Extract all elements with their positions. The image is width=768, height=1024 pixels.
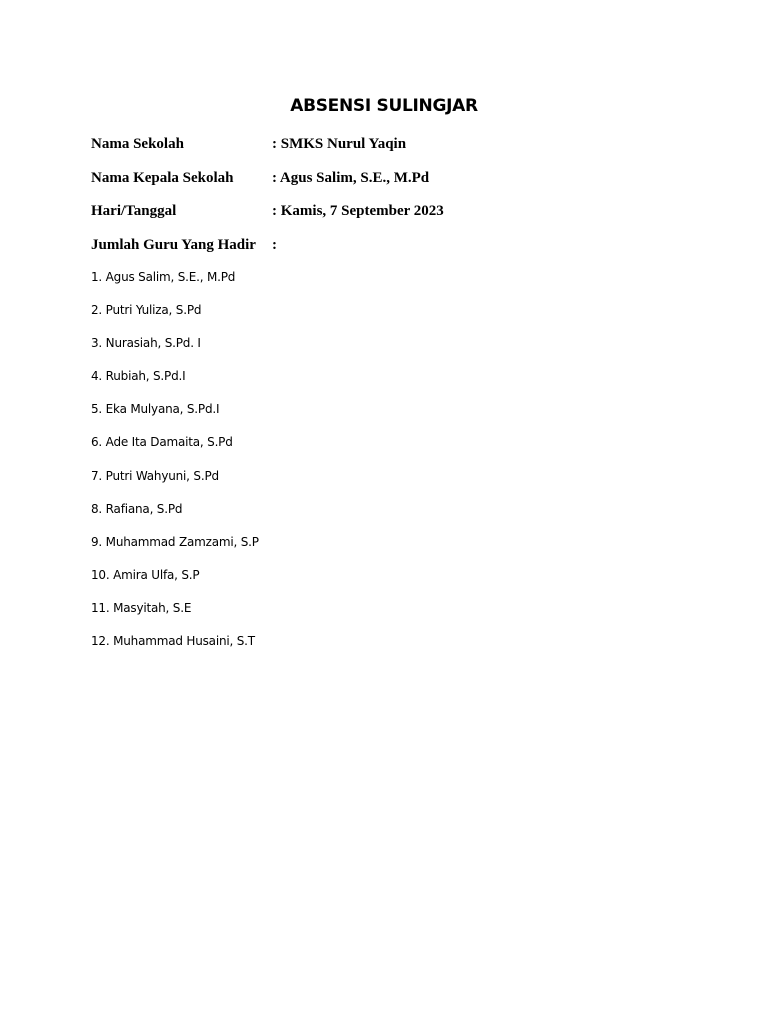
info-label: Hari/Tanggal	[91, 203, 177, 219]
list-item: 6. Ade Ita Damaita, S.Pd	[91, 435, 233, 450]
list-item: 3. Nurasiah, S.Pd. I	[91, 336, 201, 351]
list-item: 5. Eka Mulyana, S.Pd.I	[91, 402, 220, 417]
info-row-school-name	[91, 134, 691, 168]
info-label: Nama Kepala Sekolah	[91, 169, 234, 186]
list-item: 8. Rafiana, S.Pd	[91, 501, 183, 516]
info-row-principal-name	[91, 168, 691, 202]
info-value: : Kamis, 7 September 2023	[272, 203, 444, 219]
teacher-list	[91, 268, 691, 665]
info-value: : SMKS Nurul Yaqin	[272, 136, 407, 152]
info-block	[91, 134, 691, 268]
list-item: 7. Putri Wahyuni, S.Pd	[91, 468, 219, 483]
info-row-teacher-count	[91, 235, 691, 269]
list-item: 12. Muhammad Husaini, S.T	[91, 634, 255, 649]
list-item: 10. Amira Ulfa, S.P	[91, 567, 200, 582]
list-item: 9. Muhammad Zamzami, S.P	[91, 534, 259, 549]
list-item: 4. Rubiah, S.Pd.I	[91, 369, 186, 384]
list-item: 1. Agus Salim, S.E., M.Pd	[91, 270, 236, 284]
info-row-day-date	[91, 201, 691, 235]
info-label: Jumlah Guru Yang Hadir	[91, 236, 256, 253]
info-value: :	[272, 236, 277, 253]
list-item: 2. Putri Yuliza, S.Pd	[91, 303, 202, 318]
info-value: : Agus Salim, S.E., M.Pd	[272, 169, 430, 186]
info-label: Nama Sekolah	[91, 136, 184, 152]
list-item: 11. Masyitah, S.E	[91, 600, 192, 615]
document-title: ABSENSI SULINGJAR	[290, 96, 478, 116]
